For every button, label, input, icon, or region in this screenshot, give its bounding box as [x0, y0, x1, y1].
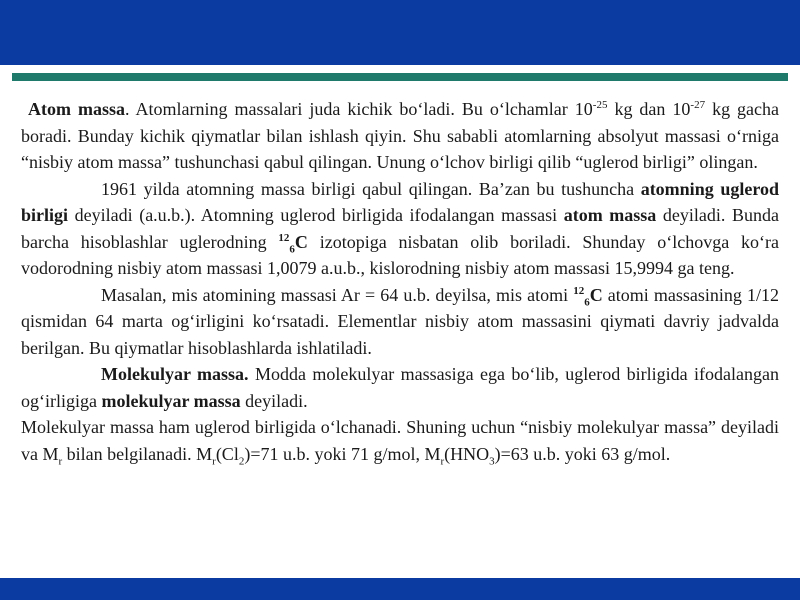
carbon-12-isotope-2: $^{12}_6$C: [573, 284, 603, 309]
term-molekulyar-massa-heading: Molekulyar massa.: [101, 364, 249, 384]
paragraph-mis-example: Masalan, mis atomining massasi Ar = 64 u.b. deyilsa, mis atomi $^{12}_6$C atomi massasining 1/12 qismidan 64 marta og‘irligini ko‘rsatadi. Elementlar nisbiy atom massasini qiymati davriy jadvalda berilgan. Bu qiymatlar hisoblashlarda ishlatiladi.: [21, 284, 779, 358]
paragraph-atom-mass: Atom massa. Atomlarning massalari juda kichik bo‘ladi. Bu o‘lchamlar $10^{-25}$ kg dan $10^{-27}$ kg gacha boradi. Bunday kichik qiymatlar bilan ishlash qiyin. Shu sababli atomlarning absolyut massasi o‘rniga “nisbiy atom massa” tushunchasi qabul qilingan. Unung o‘lchov birligi qilib “uglerod birligi” olingan.: [21, 99, 780, 172]
bottom-blue-band: [0, 578, 800, 600]
green-divider-rule: [12, 73, 788, 81]
term-atom-massa-2: atom massa: [563, 205, 657, 225]
term-molekulyar-massa: molekulyar massa: [101, 390, 241, 411]
paragraph-1961: 1961 yilda atomning massa birligi qabul qilingan. Ba’zan bu tushuncha atomning uglerod birligi deyiladi (a.u.b.). Atomning uglerod birligida ifodalangan massasi atom massa deyiladi. Bunda barcha hisoblashlar uglerodning $^{12}_6$C izotopiga nisbatan olib boriladi. Shunday o‘lchovga ko‘ra vodorodning nisbiy atom massasi 1,0079 a.u.b., kislorodning nisbiy atom massasi 15,9994 ga teng.: [21, 178, 780, 278]
term-atomning-uglerod-birligi: atomning uglerod birligi: [21, 178, 780, 225]
paragraph-relative-molecular-mass: Molekulyar massa ham uglerod birligida o‘lchanadi. Shuning uchun “nisbiy molekulyar massa” deyiladi va $M_r$ bilan belgilanadi. $M_r(Cl_2)=71$ u.b. yoki 71 g/mol, $M_r(HNO_3)=63$ u.b. yoki 63 g/mol.: [21, 417, 779, 468]
top-blue-band: [0, 0, 800, 65]
slide-body-text: [21, 96, 779, 467]
term-atom-massa: Atom massa: [28, 99, 125, 119]
paragraph-molecular-mass: Molekulyar massa. Modda molekulyar massasiga ega bo‘lib, uglerod birligida ifodalangan og‘irligiga molekulyar massa deyiladi.: [21, 364, 779, 411]
carbon-12-isotope: $^{12}_6$C: [278, 231, 308, 256]
